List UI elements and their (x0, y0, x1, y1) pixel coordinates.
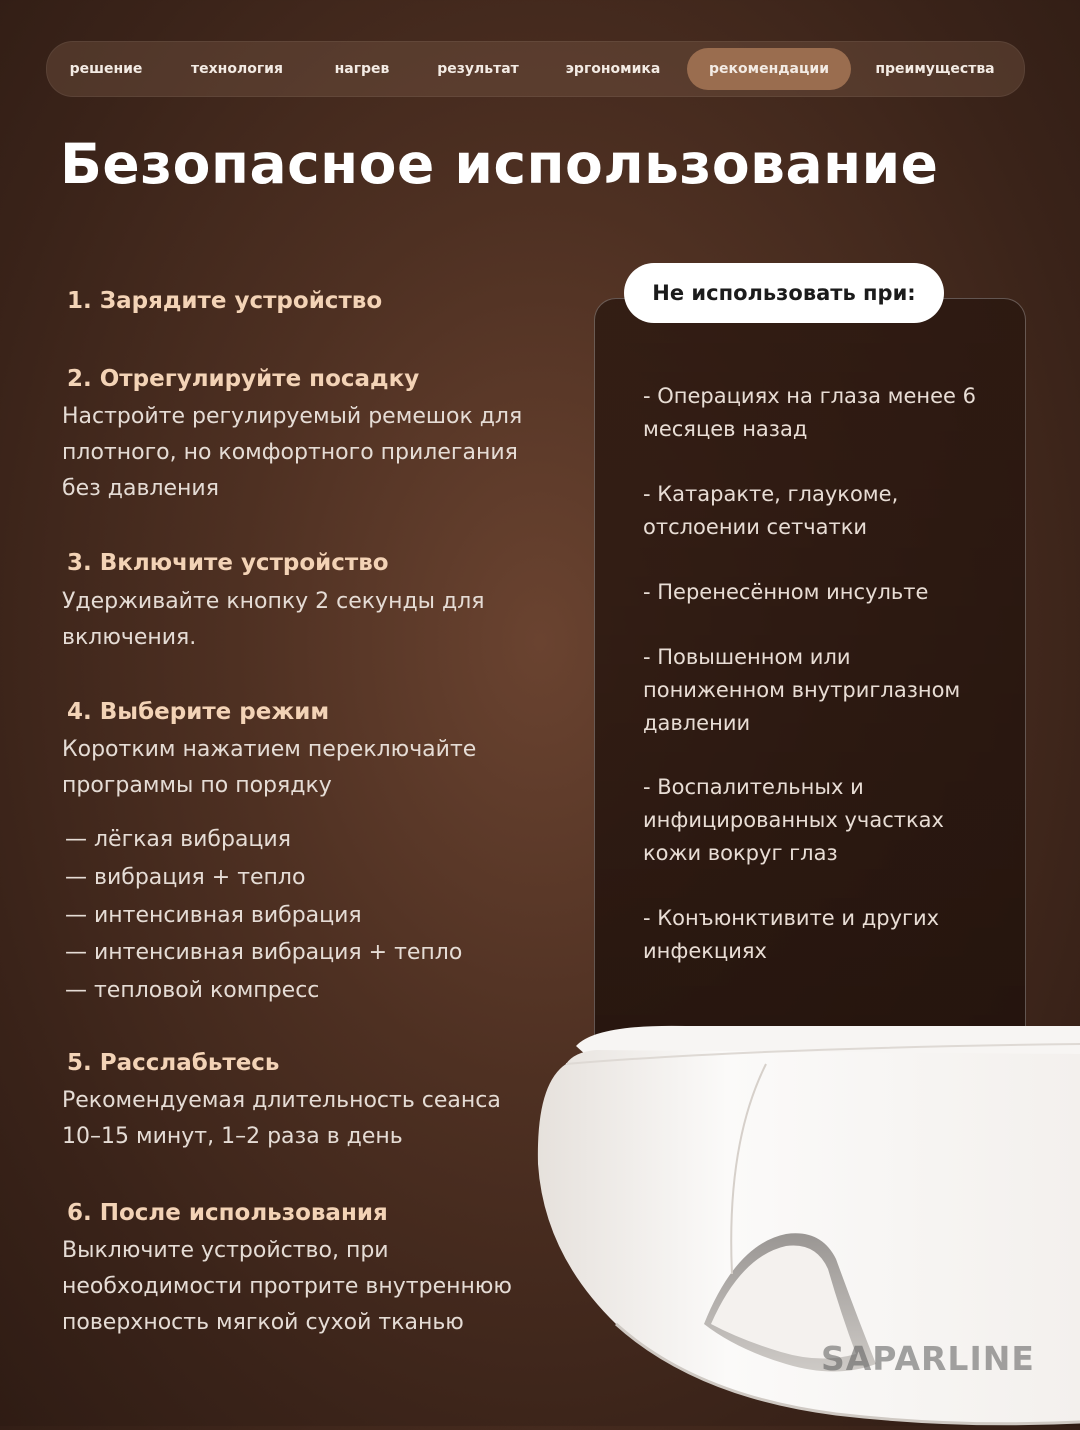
step-text: Коротким нажатием переключайте программы по порядку (62, 737, 477, 798)
nav-item-ergonomika[interactable]: эргономика (565, 61, 661, 77)
contraindication-item: - Повышенном или пониженном внутриглазном давлении (643, 645, 961, 735)
contraindication-item: - Катаракте, глаукоме, отслоении сетчатки (643, 482, 899, 539)
mode-item: — тепловой компресс (65, 978, 320, 1003)
nav-item-rekomendatsii[interactable]: рекомендации (687, 48, 851, 90)
step-title: 6. После использования (67, 1200, 388, 1226)
step-title: 1. Зарядите устройство (67, 288, 383, 314)
step-text: Выключите устройство, при необходимости протрите внутреннюю поверхность мягкой сухой тканью (62, 1238, 512, 1335)
nav-item-nagrev[interactable]: нагрев (334, 61, 390, 77)
nav-item-reshenie[interactable]: решение (69, 61, 143, 77)
page-title: Безопасное использование (60, 132, 939, 196)
step-title: 2. Отрегулируйте посадку (67, 366, 420, 392)
nav-item-rezultat[interactable]: результат (437, 61, 519, 77)
contraindications-title: Не использовать при: (624, 263, 944, 323)
contraindication-item: - Воспалительных и инфицированных участках кожи вокруг глаз (643, 775, 944, 865)
mode-item: — лёгкая вибрация (65, 827, 291, 852)
contraindication-item: - Конъюнктивите и других инфекциях (643, 906, 940, 963)
step-text: Настройте регулируемый ремешок для плотного, но комфортного прилегания без давления (62, 404, 523, 501)
mode-item: — вибрация + тепло (65, 865, 306, 890)
step-text: Удерживайте кнопку 2 секунды для включения. (62, 589, 485, 650)
nav-item-tekhnologiya[interactable]: технология (191, 61, 283, 77)
step-title: 5. Расслабьтесь (67, 1050, 280, 1076)
mode-item: — интенсивная вибрация + тепло (65, 940, 463, 965)
nav-item-preimushchestva[interactable]: преимущества (875, 61, 995, 77)
step-text: Рекомендуемая длительность сеанса 10–15 минут, 1–2 раза в день (62, 1088, 501, 1149)
step-title: 4. Выберите режим (67, 699, 330, 725)
contraindication-item: - Перенесённом инсульте (643, 580, 929, 604)
step-title: 3. Включите устройство (67, 550, 389, 576)
brand-watermark: SAPARLINE (821, 1339, 1035, 1378)
section-nav (46, 41, 1025, 97)
contraindication-item: - Операциях на глаза менее 6 месяцев назад (643, 384, 976, 441)
mode-item: — интенсивная вибрация (65, 903, 362, 928)
